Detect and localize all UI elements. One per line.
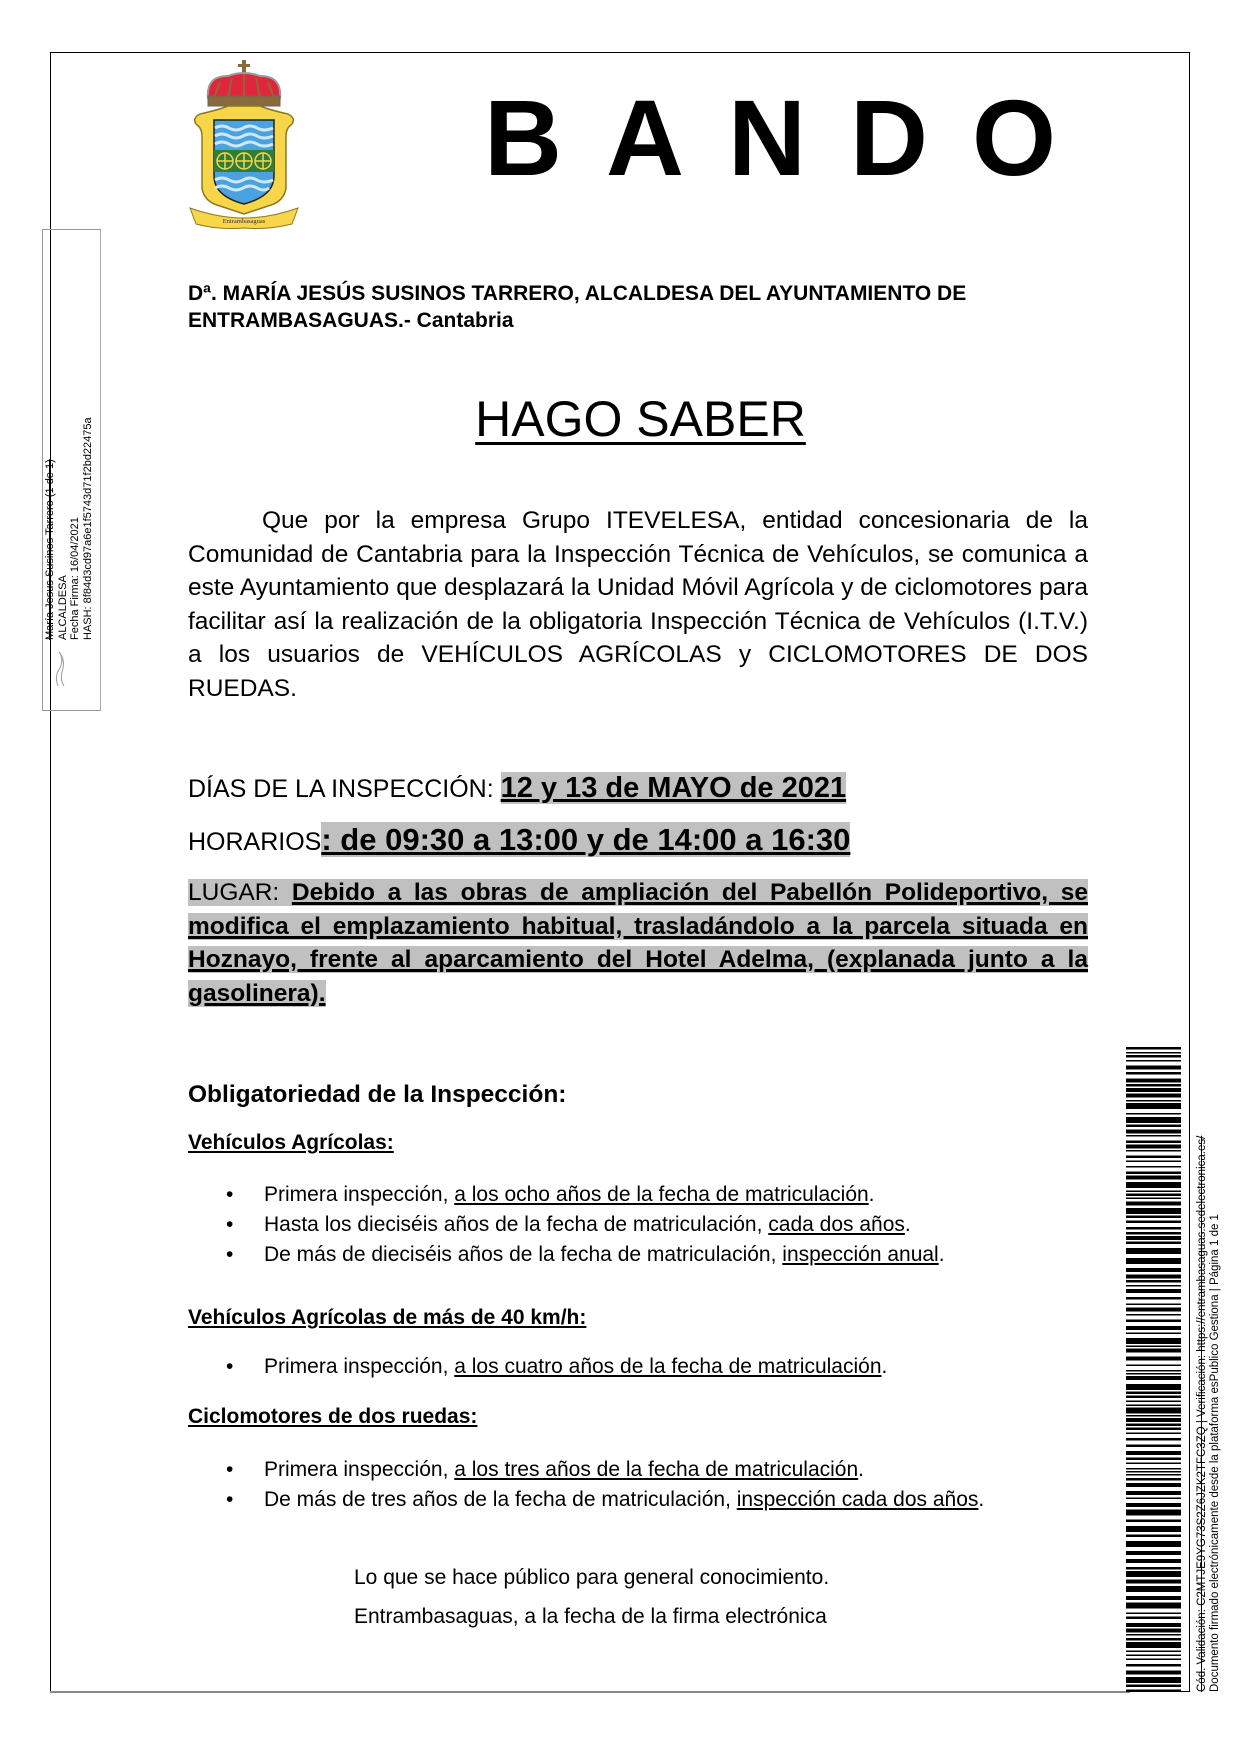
item-prefix: Primera inspección, bbox=[264, 1458, 455, 1481]
list-item bbox=[226, 1240, 1096, 1270]
intro-text: Que por la empresa Grupo ITEVELESA, entidad concesionaria de la Comunidad de Cantabria para la Inspección Técnica de Vehículos, se comunica a este Ayuntamiento que desplazará la Unidad Móvil Agrícola y de ciclomotores para facilitar así la realización de la obligatoria Inspección Técnica de Vehículos (I.T.V.) a los usuarios de VEHÍCULOS AGRÍCOLAS y CICLOMOTORES DE DOS RUEDAS. bbox=[188, 507, 1088, 702]
signer-name: María Jesus Susinos Tarrero (1 de 1) bbox=[44, 459, 56, 640]
inspection-days bbox=[188, 770, 846, 807]
place-value: Debido a las obras de ampliación del Pabellón Polideportivo, se modifica el emplazamiento habitual, trasladándolo a la parcela situada en Hoznayo, frente al aparcamiento del Hotel Adelma, (explanada junto a la gasolinera). bbox=[188, 879, 1088, 1007]
hours-value: : de 09:30 a 13:00 y de 14:00 a 16:30 bbox=[321, 822, 851, 857]
item-emphasis: inspección cada dos años bbox=[736, 1488, 979, 1511]
item-suffix: . bbox=[904, 1213, 911, 1236]
hours-label: HORARIOS bbox=[188, 828, 322, 856]
item-prefix: Primera inspección, bbox=[264, 1183, 455, 1206]
item-suffix: . bbox=[858, 1458, 864, 1481]
signature-scribble-icon bbox=[50, 648, 72, 688]
days-value: 12 y 13 de MAYO de 2021 bbox=[500, 772, 847, 804]
intro-paragraph bbox=[188, 504, 1088, 705]
document-title: BANDO bbox=[484, 77, 1100, 198]
logo-caption: Entrambasaguas bbox=[222, 218, 266, 225]
list-agricultural-40kmh bbox=[226, 1352, 1096, 1382]
item-emphasis: cada dos años bbox=[768, 1213, 905, 1236]
item-emphasis: a los cuatro años de la fecha de matriculación bbox=[454, 1355, 882, 1378]
inspection-hours bbox=[188, 822, 850, 860]
validation-barcode bbox=[1126, 1047, 1181, 1692]
list-item bbox=[226, 1210, 1096, 1240]
item-emphasis: a los tres años de la fecha de matriculación bbox=[454, 1458, 859, 1481]
closing-public-notice: Lo que se hace público para general conocimiento. bbox=[354, 1566, 830, 1589]
item-suffix: . bbox=[881, 1355, 888, 1378]
page-bottom-rule bbox=[50, 1691, 1130, 1693]
item-suffix: . bbox=[868, 1183, 875, 1206]
item-prefix: De más de dieciséis años de la fecha de matriculación, bbox=[264, 1243, 783, 1266]
inspection-place bbox=[188, 876, 1088, 1010]
list-agricultural bbox=[226, 1180, 1096, 1270]
signature-stamp-text bbox=[44, 220, 94, 640]
section-title-agricultural: Vehículos Agrícolas: bbox=[188, 1131, 394, 1154]
section-title-mopeds: Ciclomotores de dos ruedas: bbox=[188, 1405, 478, 1428]
heading-hago-saber bbox=[0, 391, 1241, 447]
coat-of-arms-logo bbox=[188, 58, 300, 230]
validation-code: Cód. Validación: C2MTJE9YG73S2Z6JZK2TFC3ZQ | Verificación: https://entrambasaguas.sedelectronica.es/ bbox=[1196, 1135, 1208, 1692]
item-prefix: Hasta los dieciséis años de la fecha de matriculación, bbox=[264, 1213, 769, 1236]
item-suffix: . bbox=[938, 1243, 945, 1266]
heading-text: HAGO SABER bbox=[475, 391, 806, 447]
place-label: LUGAR: bbox=[188, 879, 292, 906]
verification-text bbox=[1196, 1052, 1222, 1692]
list-item bbox=[226, 1352, 1096, 1382]
issuer-header: Dª. MARÍA JESÚS SUSINOS TARRERO, ALCALDESA DEL AYUNTAMIENTO DE ENTRAMBASAGUAS.- Cantabria bbox=[188, 282, 967, 332]
item-suffix: . bbox=[978, 1488, 985, 1511]
platform-footer: Documento firmado electrónicamente desde la plataforma esPublico Gestiona | Página 1 de 1 bbox=[1209, 1214, 1221, 1692]
signer-role: ALCALDESA bbox=[56, 575, 69, 640]
section-title-agricultural-40kmh: Vehículos Agrícolas de más de 40 km/h: bbox=[188, 1306, 587, 1329]
list-item bbox=[226, 1455, 1086, 1485]
list-item bbox=[226, 1180, 1096, 1210]
list-item bbox=[226, 1485, 1086, 1515]
item-prefix: De más de tres años de la fecha de matriculación, bbox=[264, 1488, 737, 1511]
signature-hash: HASH: 8f84d3cd97a6e1f5743d71f2bd22475a bbox=[81, 417, 94, 640]
closing-place-date: Entrambasaguas, a la fecha de la firma electrónica bbox=[354, 1605, 827, 1628]
list-mopeds bbox=[226, 1455, 1086, 1515]
signature-date: Fecha Firma: 16/04/2021 bbox=[69, 517, 81, 640]
item-emphasis: inspección anual bbox=[782, 1243, 939, 1266]
item-prefix: Primera inspección, bbox=[264, 1355, 455, 1378]
obligation-title: Obligatoriedad de la Inspección: bbox=[188, 1081, 567, 1108]
days-label: DÍAS DE LA INSPECCIÓN: bbox=[188, 775, 501, 803]
item-emphasis: a los ocho años de la fecha de matriculación bbox=[454, 1183, 869, 1206]
